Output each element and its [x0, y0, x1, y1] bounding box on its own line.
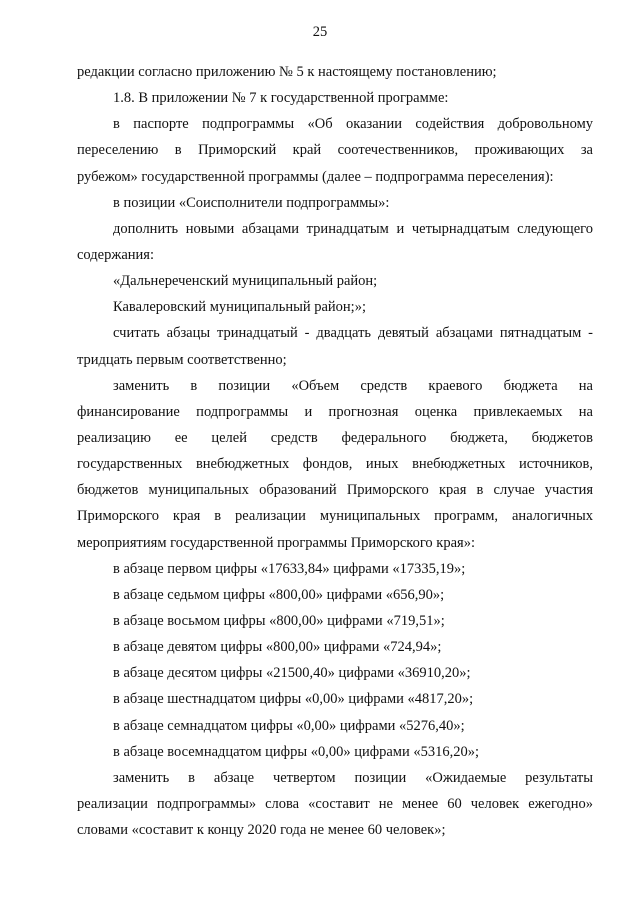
- text-line: в паспорте подпрограммы «Об оказании содействия добровольному: [113, 116, 593, 133]
- text-line: в абзаце восемнадцатом цифры «0,00» цифрами «5316,20»;: [113, 743, 480, 760]
- page-number: 25: [312, 24, 328, 40]
- text-line: бюджетов муниципальных образований Приморского края в случае участия: [77, 482, 593, 499]
- text-line: в абзаце десятом цифры «21500,40» цифрами «36910,20»;: [113, 665, 471, 682]
- text-line: государственных внебюджетных фондов, иных внебюджетных источников,: [77, 456, 593, 473]
- text-line: содержания:: [77, 246, 155, 263]
- text-line: словами «составит к концу 2020 года не менее 60 человек»;: [77, 822, 446, 839]
- text-line: тридцать первым соответственно;: [77, 351, 287, 368]
- text-line: в абзаце первом цифры «17633,84» цифрами «17335,19»;: [113, 560, 466, 577]
- text-line: в позиции «Соисполнители подпрограммы»:: [113, 194, 390, 211]
- text-line: заменить в позиции «Объем средств краевого бюджета на: [113, 377, 593, 394]
- text-line: 1.8. В приложении № 7 к государственной программе:: [113, 90, 449, 107]
- text-line: Приморского края в реализации муниципальных программ, аналогичных: [77, 508, 593, 525]
- text-line: дополнить новыми абзацами тринадцатым и четырнадцатым следующего: [113, 220, 593, 237]
- text-line: в абзаце семнадцатом цифры «0,00» цифрами «5276,40»;: [113, 717, 465, 734]
- text-line: в абзаце восьмом цифры «800,00» цифрами «719,51»;: [113, 612, 445, 629]
- text-line: в абзаце седьмом цифры «800,00» цифрами «656,90»;: [113, 586, 445, 603]
- text-line: в абзаце шестнадцатом цифры «0,00» цифрами «4817,20»;: [113, 691, 474, 708]
- text-line: заменить в абзаце четвертом позиции «Ожидаемые результаты: [113, 769, 593, 786]
- text-line: реализации подпрограммы» слова «составит не менее 60 человек ежегодно»: [77, 795, 593, 812]
- document-body: [77, 59, 593, 843]
- text-line: мероприятиям государственной программы Приморского края»:: [77, 534, 475, 551]
- text-line: редакции согласно приложению № 5 к настоящему постановлению;: [77, 64, 497, 80]
- text-line: реализацию ее целей средств федерального бюджета, бюджетов: [77, 429, 593, 446]
- text-line: Кавалеровский муниципальный район;»;: [113, 299, 366, 316]
- text-line: «Дальнереченский муниципальный район;: [113, 273, 378, 290]
- text-line: рубежом» государственной программы (далее – подпрограмма переселения):: [77, 168, 554, 185]
- text-line: считать абзацы тринадцатый - двадцать девятый абзацами пятнадцатым -: [113, 325, 593, 342]
- text-line: в абзаце девятом цифры «800,00» цифрами «724,94»;: [113, 639, 442, 656]
- text-line: переселению в Приморский край соотечественников, проживающих за: [77, 142, 593, 159]
- text-line: финансирование подпрограммы и прогнозная оценка привлекаемых на: [77, 403, 593, 420]
